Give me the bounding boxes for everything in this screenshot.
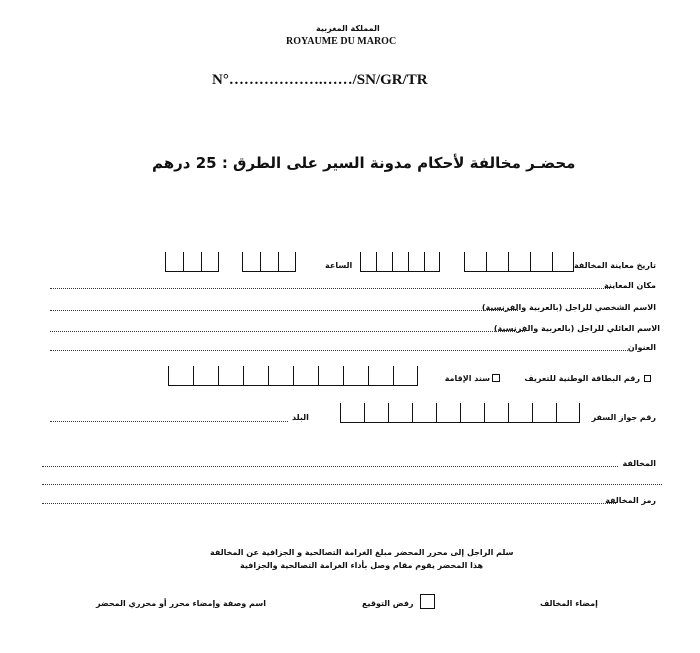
minute-boxes[interactable] <box>165 252 219 272</box>
violation-line-2[interactable] <box>42 484 662 485</box>
refusal-checkbox[interactable] <box>420 594 435 609</box>
form-title: محضـر مخالفة لأحكام مدونة السير على الطرق : 25 درهم <box>152 154 576 172</box>
address-label: العنوان <box>627 343 656 352</box>
first-name-line[interactable] <box>50 331 525 332</box>
kingdom-french: ROYAUME DU MAROC <box>286 36 397 47</box>
place-label: مكان المعاينة <box>604 281 656 290</box>
hour-label: الساعة <box>325 261 353 270</box>
violation-line-1[interactable] <box>42 466 618 467</box>
address-line[interactable] <box>50 350 630 351</box>
residence-label: سند الإقامة <box>444 374 490 383</box>
offender-signature-label: إمضاء المخالف <box>540 599 598 608</box>
date-label: تاريخ معاينة المخالفة <box>573 261 656 270</box>
residence-checkbox[interactable] <box>492 374 500 382</box>
officer-signature-label: اسم وصفة وإمضاء محرر أو محرري المحضر <box>96 599 266 608</box>
family-name-line[interactable] <box>50 310 518 311</box>
violation-code-label: رمز المخالفة <box>605 496 656 505</box>
cin-label: رقم البطاقة الوطنية للتعريف <box>524 374 640 383</box>
payment-notice-line2: هذا المحضر يقوم مقام وصل بأداء الغرامة التصالحية والجزافية <box>240 561 484 570</box>
passport-label: رقم جواز السفر <box>591 413 656 422</box>
violation-label: المخالفة <box>622 459 656 468</box>
hour-boxes[interactable] <box>242 252 296 272</box>
violation-code-line[interactable] <box>42 503 616 504</box>
date-day-month-boxes[interactable] <box>360 252 440 272</box>
first-name-label: الاسم العائلي للراجل (بالعربية والفرنسية) <box>493 324 660 333</box>
place-line[interactable] <box>50 288 610 289</box>
date-year-boxes[interactable] <box>464 252 574 272</box>
form-number: N°……………….……/SN/GR/TR <box>212 72 428 88</box>
family-name-label: الاسم الشخصي للراجل (بالعربية والفرنسية) <box>481 303 656 312</box>
kingdom-arabic: المملكة المغربية <box>316 24 380 33</box>
passport-boxes[interactable] <box>340 403 580 423</box>
country-label: البلد <box>292 413 309 422</box>
payment-notice-line1: سلم الراجل إلى محرر المحضر مبلغ الغرامة التصالحية و الجزافية عن المخالفة <box>210 548 514 557</box>
cin-checkbox[interactable] <box>644 375 651 382</box>
id-number-boxes[interactable] <box>168 366 418 386</box>
refusal-label: رفض التوقيع <box>362 599 414 608</box>
country-line[interactable] <box>50 421 288 422</box>
